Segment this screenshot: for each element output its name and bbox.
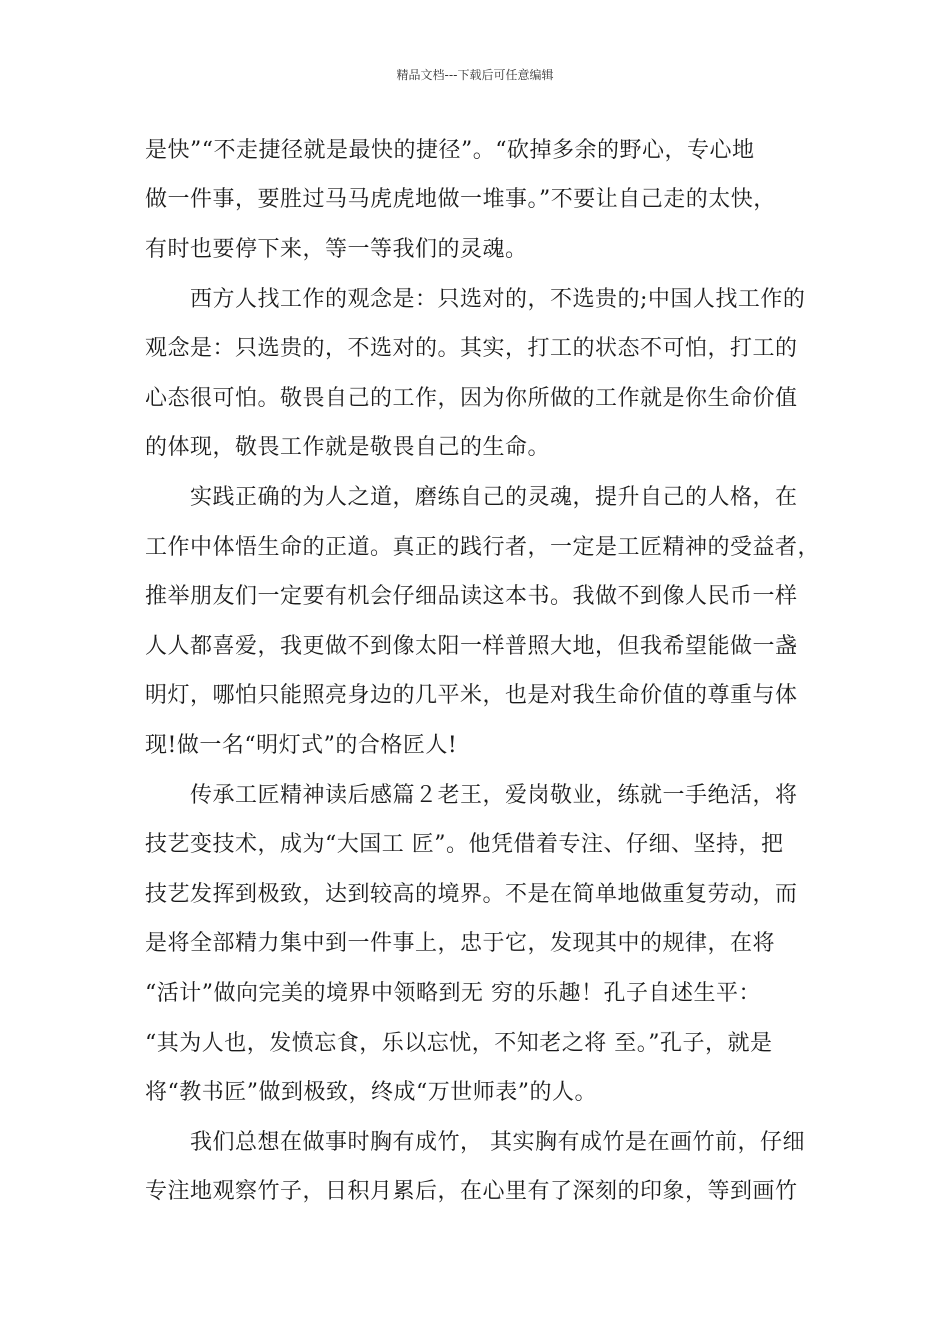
text-line: 是将全部精力集中到一件事上，忠于它，发现其中的规律，在将 <box>145 931 776 956</box>
text-line: 推举朋友们一定要有机会仔细品读这本书。我做不到像人民币一样 <box>145 584 798 609</box>
text-line: 将“教书匠”做到极致，终成“万世师表”的人。 <box>145 1080 597 1105</box>
text-line: “其为人也，发愤忘食，乐以忘忧，不知老之将 至。”孔子，就是 <box>145 1031 773 1056</box>
paragraph-first-line: 实践正确的为人之道，磨练自己的灵魂，提升自己的人格，在 <box>190 485 798 510</box>
paragraph-first-line: 西方人找工作的观念是：只选对的，不选贵的;中国人找工作的 <box>190 287 806 312</box>
text-line: 是快”“不走捷径就是最快的捷径”。“砍掉多余的野心，专心地 <box>145 138 755 163</box>
text-line: 观念是：只选贵的，不选对的。其实，打工的状态不可怕，打工的 <box>145 336 798 361</box>
text-line: 技艺发挥到极致，达到较高的境界。不是在简单地做重复劳动，而 <box>145 882 798 907</box>
text-line: 现!做一名“明灯式”的合格匠人! <box>145 733 458 758</box>
text-line: 专注地观察竹子，日积月累后，在心里有了深刻的印象，等到画竹 <box>145 1179 798 1204</box>
text-line: 的体现，敬畏工作就是敬畏自己的生命。 <box>145 435 551 460</box>
text-line: 人人都喜爱，我更做不到像太阳一样普照大地，但我希望能做一盏 <box>145 634 798 659</box>
text-line: 明灯，哪怕只能照亮身边的几平米，也是对我生命价值的尊重与体 <box>145 683 798 708</box>
paragraph-first-line: 我们总想在做事时胸有成竹， 其实胸有成竹是在画竹前，仔细 <box>190 1130 805 1155</box>
paragraph-first-line: 传承工匠精神读后感篇２老王，爱岗敬业，练就一手绝活，将 <box>190 783 798 808</box>
text-line: 做一件事，要胜过马马虎虎地做一堆事。”不要让自己走的太快， <box>145 187 776 212</box>
text-line: 有时也要停下来，等一等我们的灵魂。 <box>145 237 528 262</box>
text-line: 工作中体悟生命的正道。真正的践行者，一定是工匠精神的受益者， <box>145 535 821 560</box>
text-line: 心态很可怕。敬畏自己的工作，因为你所做的工作就是你生命价值 <box>145 386 798 411</box>
text-line: “活计”做向完美的境界中领略到无 穷的乐趣！孔子自述生平： <box>145 981 761 1006</box>
text-line: 技艺变技术，成为“大国工 匠”。他凭借着专注、仔细、坚持，把 <box>145 832 784 857</box>
page-header: 精品文档---下载后可任意编辑 <box>396 68 554 82</box>
